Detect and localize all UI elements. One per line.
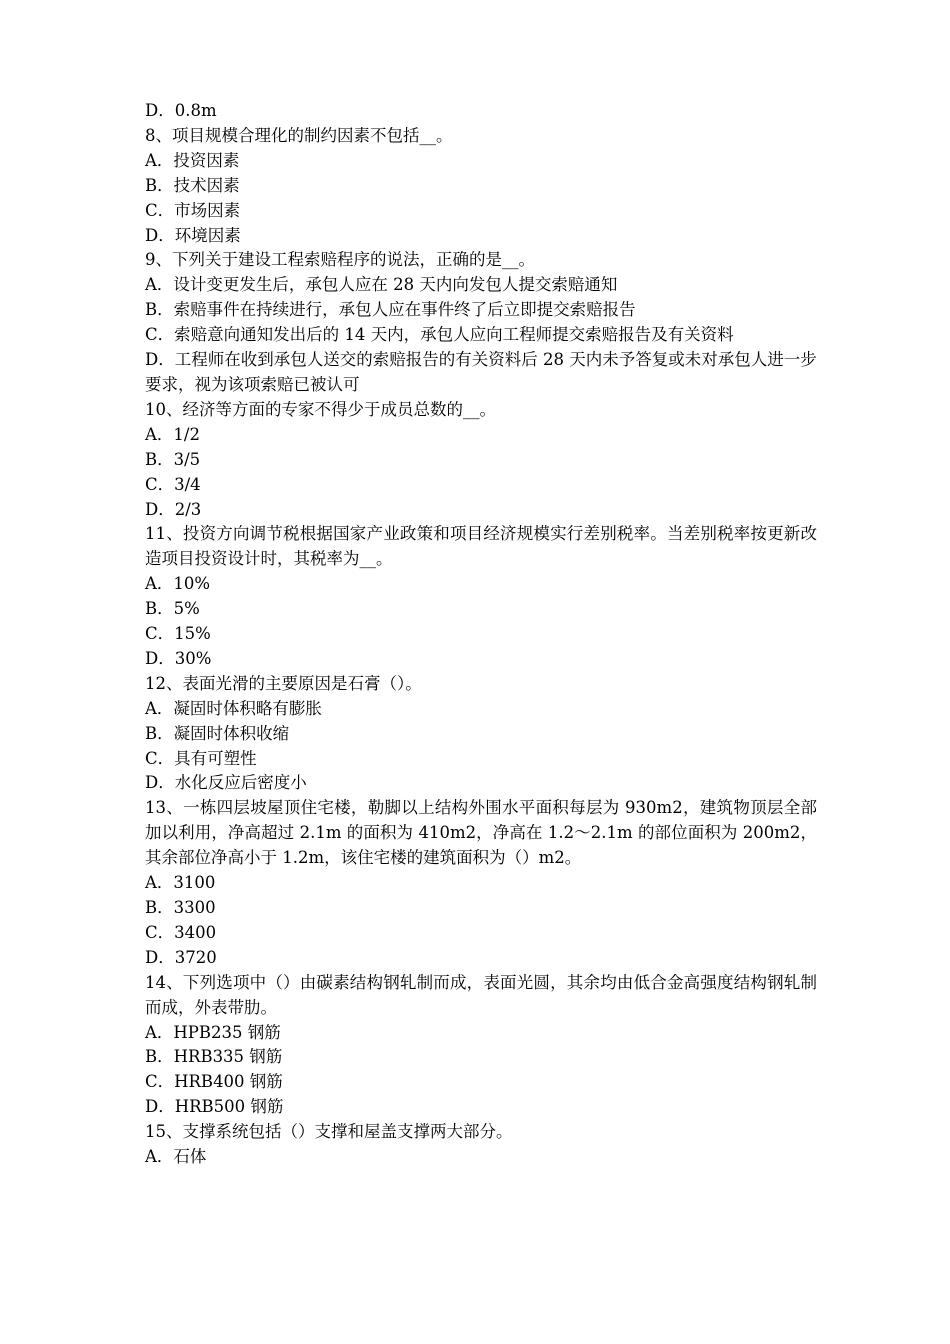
question-text xyxy=(145,124,817,149)
answer-option xyxy=(145,896,817,921)
question-text xyxy=(145,1120,817,1145)
answer-option xyxy=(145,174,817,199)
answer-option xyxy=(145,722,817,747)
question-line: 9、下列关于建设工程索赔程序的说法，正确的是__。 xyxy=(145,250,535,270)
option-line: C．3/4 xyxy=(145,474,201,494)
question-text xyxy=(145,248,817,273)
question-text xyxy=(145,971,817,1021)
option-line: C．3400 xyxy=(145,922,217,942)
answer-option xyxy=(145,647,817,672)
answer-option xyxy=(145,473,817,498)
answer-option xyxy=(145,423,817,448)
option-line: B．5% xyxy=(145,599,200,619)
question-text xyxy=(145,398,817,423)
option-line: D．30% xyxy=(145,648,212,668)
option-line: B．索赔事件在持续进行，承包人应在事件终了后立即提交索赔报告 xyxy=(145,300,636,320)
option-line: D．2/3 xyxy=(145,499,202,519)
answer-option xyxy=(145,771,817,796)
option-line: D．环境因素 xyxy=(145,225,241,245)
option-line: A．HPB235 钢筋 xyxy=(145,1022,281,1042)
answer-option xyxy=(145,149,817,174)
option-line: B．HRB335 钢筋 xyxy=(145,1047,283,1067)
answer-option xyxy=(145,1045,817,1070)
question-text xyxy=(145,522,817,572)
option-line: A．设计变更发生后，承包人应在 28 天内向发包人提交索赔通知 xyxy=(145,275,618,295)
answer-option xyxy=(145,498,817,523)
question-line: 11、投资方向调节税根据国家产业政策和项目经济规模实行差别税率。当差别税率按更新改造项目投资设计时，其税率为__。 xyxy=(145,524,817,569)
answer-option xyxy=(145,273,817,298)
option-line: A．3100 xyxy=(145,873,216,893)
answer-option xyxy=(145,921,817,946)
answer-option xyxy=(145,946,817,971)
option-line: D．3720 xyxy=(145,947,217,967)
question-line: 10、经济等方面的专家不得少于成员总数的__。 xyxy=(145,399,496,419)
option-line: A．1/2 xyxy=(145,424,200,444)
answer-option xyxy=(145,1070,817,1095)
option-line: D．HRB500 钢筋 xyxy=(145,1097,284,1117)
question-line: 12、表面光滑的主要原因是石膏（）。 xyxy=(145,673,422,693)
answer-option xyxy=(145,199,817,224)
answer-option xyxy=(145,448,817,473)
answer-option xyxy=(145,1145,817,1170)
option-line: D．工程师在收到承包人送交的索赔报告的有关资料后 28 天内未予答复或未对承包人进一步要求，视为该项索赔已被认可 xyxy=(145,350,817,394)
option-line: A．10% xyxy=(145,574,211,594)
option-line: B．凝固时体积收缩 xyxy=(145,723,290,743)
answer-option xyxy=(145,572,817,597)
question-line: 14、下列选项中（）由碳素结构钢轧制而成，表面光圆，其余均由低合金高强度结构钢轧制而成，外表带肋。 xyxy=(145,972,817,1017)
answer-option xyxy=(145,298,817,323)
answer-option xyxy=(145,697,817,722)
answer-option xyxy=(145,747,817,772)
answer-option xyxy=(145,348,817,398)
answer-option xyxy=(145,1021,817,1046)
answer-option xyxy=(145,1095,817,1120)
option-line: D．0.8m xyxy=(145,101,217,120)
question-line: 8、项目规模合理化的制约因素不包括__。 xyxy=(145,125,453,145)
option-line: C．索赔意向通知发出后的 14 天内，承包人应向工程师提交索赔报告及有关资料 xyxy=(145,325,734,345)
answer-option xyxy=(145,622,817,647)
document-page xyxy=(145,99,817,1170)
answer-option xyxy=(145,597,817,622)
question-line: 13、一栋四层坡屋顶住宅楼，勒脚以上结构外围水平面积每层为 930m2，建筑物顶层全部加以利用，净高超过 2.1m 的面积为 410m2，净高在 1.2～2.1m 的部位面积为 200m2，其余部位净高小于 1.2m，该住宅楼的建筑面积为（）m2。 xyxy=(145,798,817,868)
option-line: D．水化反应后密度小 xyxy=(145,773,307,793)
option-line: B．3/5 xyxy=(145,449,201,469)
option-line: B．技术因素 xyxy=(145,175,240,195)
answer-option xyxy=(145,323,817,348)
option-line: C．HRB400 钢筋 xyxy=(145,1072,283,1092)
answer-option xyxy=(145,871,817,896)
question-text xyxy=(145,796,817,871)
option-line: C．15% xyxy=(145,624,211,644)
option-line: C．具有可塑性 xyxy=(145,748,257,768)
option-line: B．3300 xyxy=(145,898,216,917)
option-line: A．凝固时体积略有膨胀 xyxy=(145,698,322,718)
answer-option xyxy=(145,224,817,249)
option-line: C．市场因素 xyxy=(145,200,241,220)
option-line: A．投资因素 xyxy=(145,150,240,170)
question-line: 15、支撑系统包括（）支撑和屋盖支撑两大部分。 xyxy=(145,1122,513,1142)
question-text xyxy=(145,672,817,697)
option-line: A．石体 xyxy=(145,1147,207,1167)
answer-option xyxy=(145,99,817,124)
